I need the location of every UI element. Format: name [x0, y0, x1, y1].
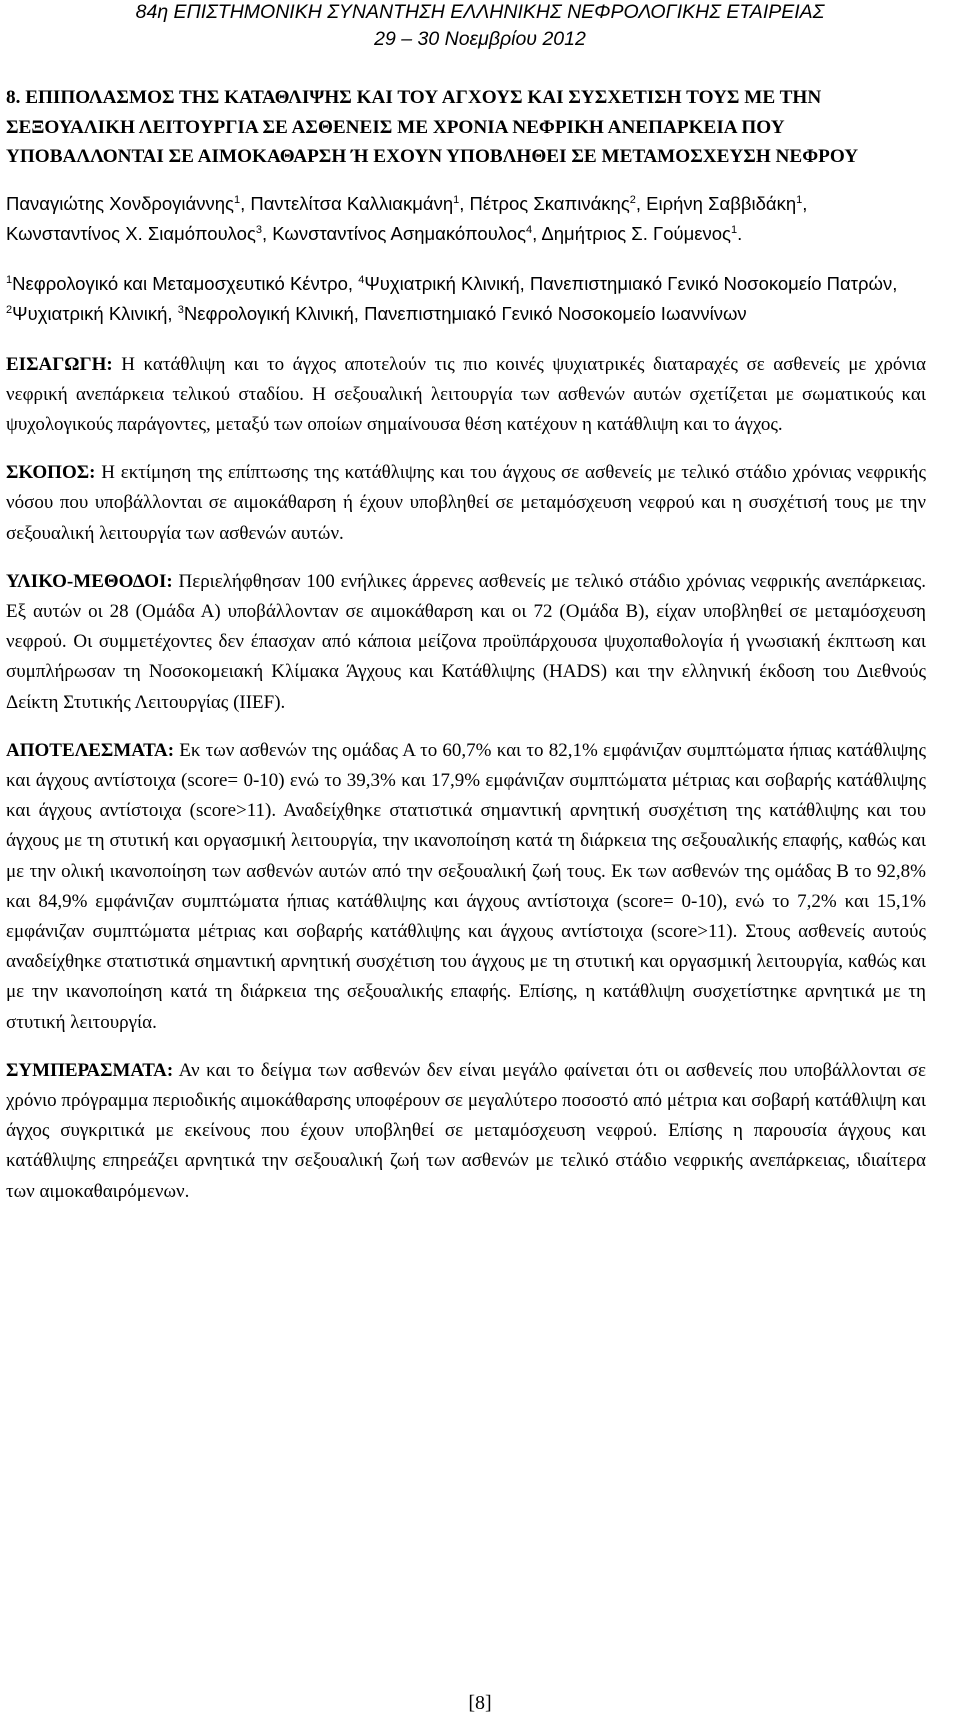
abstract-title: 8. ΕΠΙΠΟΛΑΣΜΟΣ ΤΗΣ ΚΑΤΑΘΛΙΨΗΣ ΚΑΙ ΤΟΥ ΑΓΧΟΥΣ ΚΑΙ ΣΥΣΧΕΤΙΣΗ ΤΟΥΣ ΜΕ ΤΗΝ ΣΕΞΟΥΑΛΙΚΗ ΛΕΙΤΟΥΡΓΙΑ ΣΕ ΑΣΘΕΝΕΙΣ ΜΕ ΧΡΟΝΙΑ ΝΕΦΡΙΚΗ ΑΝΕΠΑΡΚΕΙΑ ΠΟΥ ΥΠΟΒΑΛΛΟΝΤΑΙ ΣΕ ΑΙΜΟΚΑΘΑΡΣΗ Ή ΕΧΟΥΝ ΥΠΟΒΛΗΘΕΙ ΣΕ ΜΕΤΑΜΟΣΧΕΥΣΗ ΝΕΦΡΟΥ: [6, 87, 859, 167]
section-text: Η κατάθλιψη και το άγχος αποτελούν τις πιο κοινές ψυχιατρικές διαταραχές σε ασθενείς με χρόνια νεφρική ανεπάρκεια τελικού σταδίου. Η σεξουαλική λειτουργία των ασθενών αυτών σχετίζεται με σωματικούς και ψυχολογικούς παράγοντες, μεταξύ των οποίων σημαίνουσα θέση κατέχουν η κατάθλιψη και το άγχος.: [6, 353, 926, 435]
section-aim: [6, 458, 926, 549]
page-number: [8]: [468, 1692, 492, 1714]
author: Παντελίτσα Καλλιακμάνη$^1$,: [250, 192, 470, 214]
section-methods: [6, 567, 926, 718]
section-label: ΥΛΙΚΟ-ΜΕΘΟΔΟΙ:: [6, 570, 173, 592]
author: Πέτρος Σκαπινάκης$^2$,: [469, 192, 647, 214]
section-label: ΕΙΣΑΓΩΓΗ:: [6, 353, 113, 375]
section-label: ΣΥΜΠΕΡΑΣΜΑΤΑ:: [6, 1059, 174, 1081]
header-conference: 84η ΕΠΙΣΤΗΜΟΝΙΚΗ ΣΥΝΑΝΤΗΣΗ ΕΛΛΗΝΙΚΗΣ ΝΕΦΡΟΛΟΓΙΚΗΣ ΕΤΑΙΡΕΙΑΣ: [135, 1, 825, 23]
section-text: Η εκτίμηση της επίπτωσης της κατάθλιψης και του άγχους σε ασθενείς με τελικό στάδιο χρόνιας νεφρικής νόσου που υποβάλλονται σε αιμοκάθαρση ή έχουν υποβληθεί σε μεταμόσχευση νεφρού και η συσχέτισή τους με την σεξουαλική λειτουργία των ασθενών αυτών.: [6, 462, 926, 544]
section-results: [6, 736, 926, 1038]
section-text: Εκ των ασθενών της ομάδας Α το 60,7% και το 82,1% εμφάνιζαν συμπτώματα ήπιας κατάθλιψης και άγχους αντίστοιχα (score= 0-10) ενώ το 39,3% και 17,9% εμφάνιζαν συμπτώματα μέτριας και σοβαρής κατάθλιψης και άγχους αντίστοιχα (score>11). Αναδείχθηκε στατιστικά σημαντική αρνητική συσχέτιση της κατάθλιψης και του άγχους με τη στυτική και οργασμική λειτουργία, την ικανοποίηση κατά τη διάρκεια της σεξουαλικής επαφής, καθώς και με την ολική ικανοποίηση των ασθενών αυτών από την σεξουαλική ζωή τους. Εκ των ασθενών της ομάδας Β το 92,8% και 84,9% εμφάνιζαν συμπτώματα ήπιας κατάθλιψης και άγχους αντίστοιχα (score= 0-10), ενώ το 7,2% και 15,1% εμφάνιζαν συμπτώματα μέτριας και σοβαρής κατάθλιψης και άγχους αντίστοιχα (score>11). Στους ασθενείς αυτούς αναδείχθηκε στατιστικά σημαντική αρνητική συσχέτιση του άγχους με τη στυτική και οργασμική λειτουργία, καθώς και με την ικανοποίηση κατά τη διάρκεια της σεξουαλικής επαφής. Επίσης, η κατάθλιψη συσχετίστηκε αρνητικά με τη στυτική λειτουργία.: [6, 739, 926, 1033]
section-introduction: [6, 350, 926, 441]
section-text: Περιελήφθησαν 100 ενήλικες άρρενες ασθενείς με τελικό στάδιο χρόνιας νεφρικής ανεπάρκειας. Εξ αυτών οι 28 (Ομάδα Α) υποβάλλονταν σε αιμοκάθαρση και οι 72 (Ομάδα Β), είχαν υποβληθεί σε μεταμόσχευση νεφρού. Οι συμμετέχοντες δεν έπασχαν από κάποια μείζονα προϋπάρχουσα ψυχοπαθολογία ή γνωσιακή έκπτωση και συμπλήρωσαν τη Νοσοκομειακή Κλίμακα Άγχους και Κατάθλιψης (HADS) και την ελληνική έκδοση του Διεθνούς Δείκτη Στυτικής Λειτουργίας (IIEF).: [6, 570, 926, 713]
author: Παναγιώτης Χονδρογιάννης$^1$,: [6, 192, 251, 214]
affiliations: $^1$Νεφρολογικό και Μεταμοσχευτικό Κέντρο, $^4$Ψυχιατρική Κλινική, Πανεπιστημιακό Γενικό Νοσοκομείο Πατρών, $^2$Ψυχιατρική Κλινική, $^3$Νεφρολογική Κλινική, Πανεπιστημιακό Γενικό Νοσοκομείο Ιωαννίνων: [6, 272, 898, 324]
section-label: ΑΠΟΤΕΛΕΣΜΑΤΑ:: [6, 739, 175, 761]
author: Ειρήνη Σαββιδάκη$^1$,: [646, 192, 808, 214]
section-label: ΣΚΟΠΟΣ:: [6, 462, 96, 484]
abstract: [6, 83, 926, 1225]
section-text: Αν και το δείγμα των ασθενών δεν είναι μεγάλο φαίνεται ότι οι ασθενείς που υποβάλλονται σε χρόνιο πρόγραμμα περιοδικής αιμοκάθαρσης υποφέρουν σε μεγαλύτερο ποσοστό από μέτρια και σοβαρή κατάθλιψη και άγχος συγκριτικά με εκείνους που έχουν υποβληθεί σε μεταμόσχευση νεφρού. Επίσης η παρουσία άγχους και κατάθλιψης επηρεάζει αρνητικά την σεξουαλική ζωή των ασθενών με τελικό στάδιο νεφρικής ανεπάρκειας, ιδιαίτερα των αιμοκαθαιρόμενων.: [6, 1059, 926, 1202]
header-date: 29 – 30 Νοεμβρίου 2012: [374, 28, 586, 50]
author: Δημήτριος Σ. Γούμενος$^1$.: [541, 222, 743, 244]
author-list: [6, 189, 926, 249]
author: Κωνσταντίνος Ασημακόπουλος$^4$,: [272, 222, 542, 244]
author: Κωνσταντίνος Χ. Σιαμόπουλος$^3$,: [6, 222, 273, 244]
section-conclusions: [6, 1056, 926, 1207]
